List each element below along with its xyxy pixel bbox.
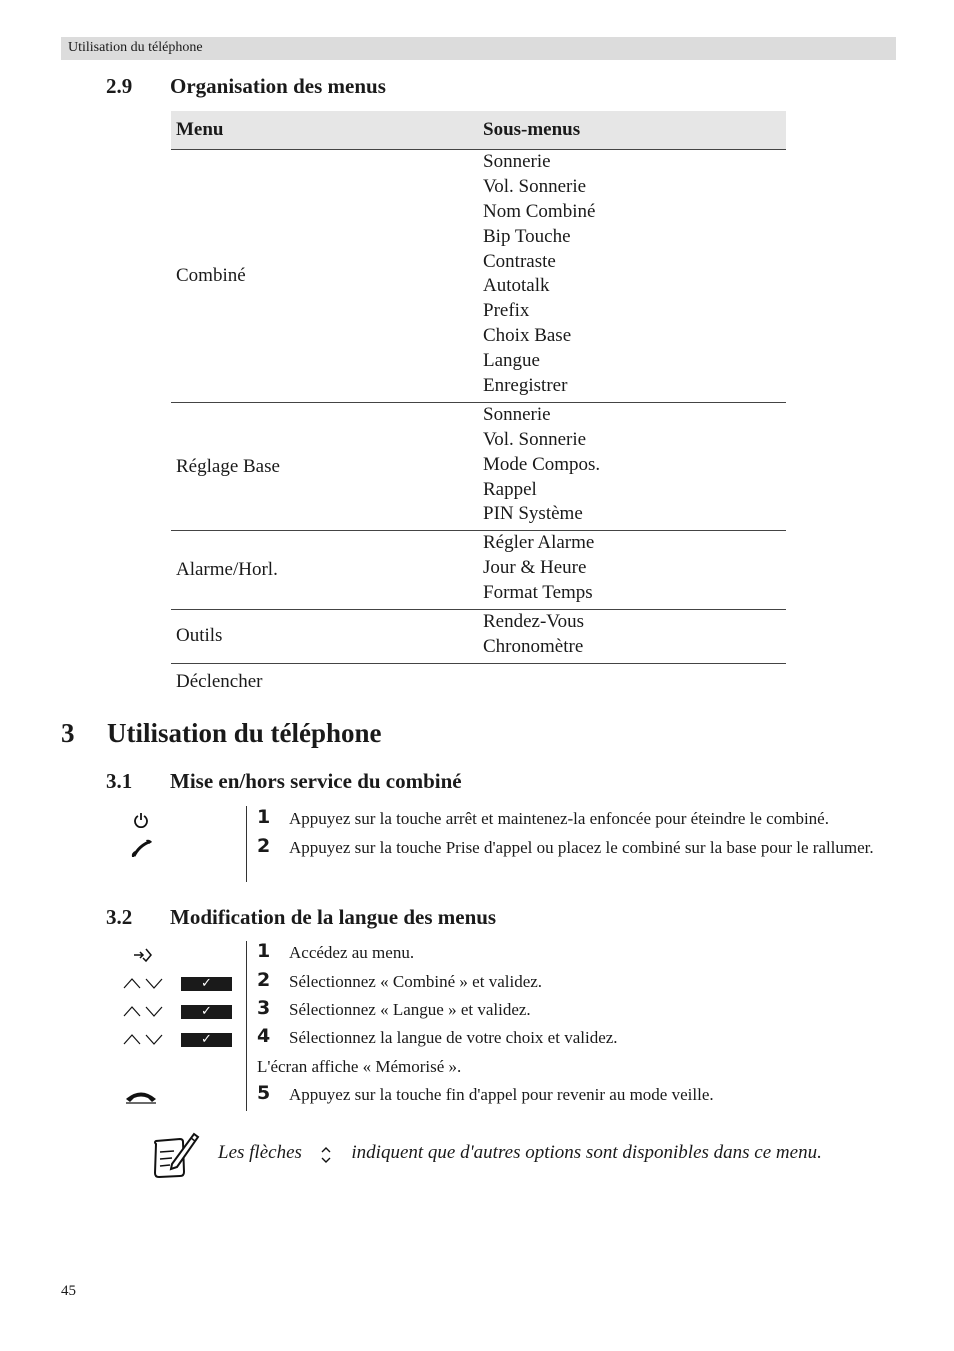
column-header-menu: Menu <box>171 111 478 150</box>
submenu-item: Sonnerie <box>483 403 551 425</box>
submenu-cell <box>478 663 786 694</box>
note-text-after: indiquent que d'autres options sont disponibles dans ce menu. <box>351 1142 822 1163</box>
submenu-item: Chronomètre <box>483 635 584 657</box>
running-title: Utilisation du téléphone <box>68 40 203 55</box>
submenu-item: PIN Système <box>483 503 583 525</box>
submenu-cell <box>478 531 786 610</box>
section-3-2-steps <box>246 940 714 1111</box>
menu-cell: Combiné <box>171 150 478 403</box>
step-number: 1 <box>257 940 271 962</box>
note-pencil-icon <box>150 1130 200 1185</box>
submenu-cell <box>478 402 786 530</box>
submenu-item: Jour & Heure <box>483 557 587 579</box>
step-number: 2 <box>257 835 271 857</box>
step-number: 4 <box>257 1025 271 1047</box>
menu-key-icon <box>133 946 153 969</box>
section-title: Utilisation du téléphone <box>107 718 382 748</box>
submenu-item: Bip Touche <box>483 225 571 247</box>
menu-cell: Déclencher <box>176 670 263 692</box>
table-row <box>171 610 786 664</box>
step-text: Appuyez sur la touche arrêt et maintenez-la enfoncée pour éteindre le combiné. <box>289 809 829 828</box>
submenu-cell <box>478 150 786 403</box>
scroll-arrows-icon <box>313 1145 339 1163</box>
submenu-item: Sonnerie <box>483 151 551 172</box>
step-text: Appuyez sur la touche Prise d'appel ou placez le combiné sur la base pour le rallumer. <box>289 838 874 857</box>
ok-check-key-icon: ✓ <box>181 1005 232 1019</box>
step-number: 2 <box>257 969 271 991</box>
submenu-item: Vol. Sonnerie <box>483 428 587 450</box>
table-row <box>171 531 786 610</box>
submenu-item: Vol. Sonnerie <box>483 175 587 197</box>
submenu-item: Rappel <box>483 478 537 500</box>
table-row <box>171 663 786 694</box>
table-row <box>171 402 786 530</box>
step-text: Sélectionnez « Langue » et validez. <box>289 1000 531 1019</box>
submenu-item: Rendez-Vous <box>483 611 584 633</box>
menu-cell: Outils <box>171 610 478 664</box>
submenu-item: Langue <box>483 350 540 372</box>
screen-message: L'écran affiche « Mémorisé ». <box>257 1057 462 1076</box>
running-header <box>61 37 896 60</box>
call-handset-icon <box>129 838 153 865</box>
submenu-item: Nom Combiné <box>483 200 596 222</box>
step-text: Sélectionnez « Combiné » et validez. <box>289 972 543 991</box>
section-number: 3 <box>61 718 75 748</box>
up-down-arrows-icon <box>123 1032 165 1051</box>
ok-check-key-icon: ✓ <box>181 977 232 991</box>
submenu-item: Contraste <box>483 250 556 272</box>
section-number: 2.9 <box>106 74 133 98</box>
section-number: 3.2 <box>106 905 133 929</box>
ok-check-key-icon: ✓ <box>181 1033 232 1047</box>
section-title: Mise en/hors service du combiné <box>170 769 462 793</box>
submenu-item: Mode Compos. <box>483 453 601 475</box>
up-down-arrows-icon <box>123 1004 165 1023</box>
submenu-item: Prefix <box>483 300 530 322</box>
step-number: 1 <box>257 806 271 828</box>
submenu-item: Format Temps <box>483 582 593 604</box>
submenu-item: Enregistrer <box>483 375 568 397</box>
menu-organisation-table <box>171 111 786 694</box>
menu-cell: Alarme/Horl. <box>171 531 478 610</box>
section-title: Organisation des menus <box>170 74 386 98</box>
step-text: Sélectionnez la langue de votre choix et validez. <box>289 1028 618 1047</box>
section-title: Modification de la langue des menus <box>170 905 497 929</box>
step-text: Appuyez sur la touche fin d'appel pour revenir au mode veille. <box>289 1085 714 1104</box>
submenu-item: Régler Alarme <box>483 532 595 554</box>
note-text-before: Les flèches <box>218 1142 302 1163</box>
page-number: 45 <box>61 1283 76 1299</box>
submenu-item: Choix Base <box>483 325 572 347</box>
table-row <box>171 150 786 403</box>
hang-up-icon <box>124 1088 158 1109</box>
note-text <box>218 1142 822 1164</box>
step-number: 5 <box>257 1082 271 1104</box>
section-3-1-steps <box>246 806 874 882</box>
submenu-cell <box>478 610 786 664</box>
power-icon <box>133 812 149 833</box>
up-down-arrows-icon <box>123 976 165 995</box>
submenu-item: Autotalk <box>483 275 550 297</box>
section-number: 3.1 <box>106 769 133 793</box>
step-text: Accédez au menu. <box>289 943 415 962</box>
menu-cell: Réglage Base <box>171 402 478 530</box>
step-number: 3 <box>257 997 271 1019</box>
column-header-submenus: Sous-menus <box>478 111 786 150</box>
